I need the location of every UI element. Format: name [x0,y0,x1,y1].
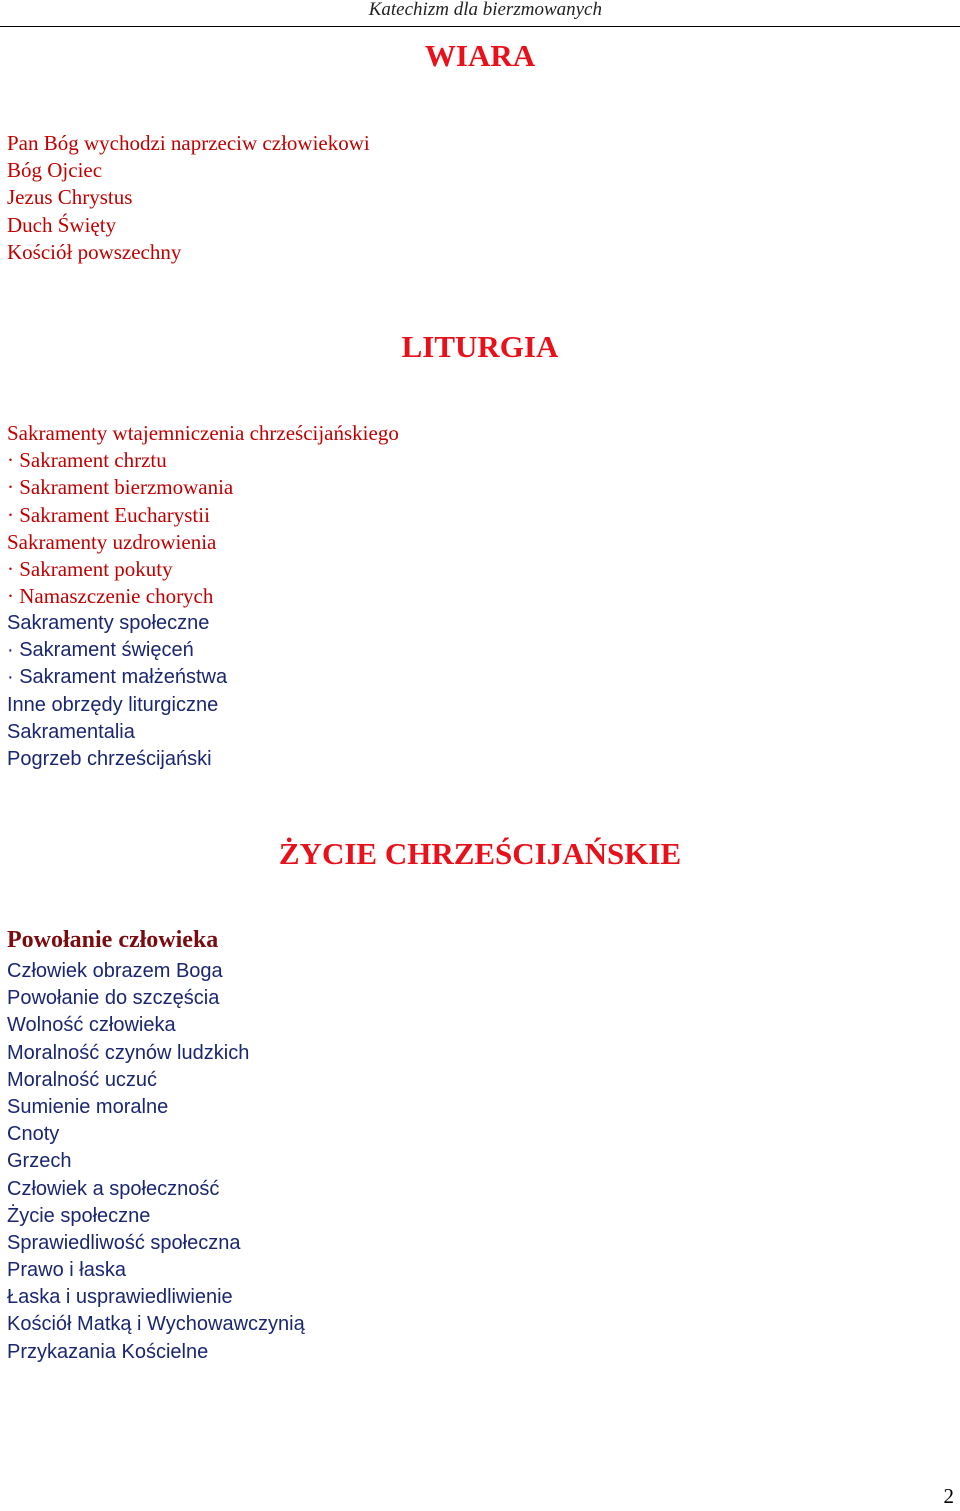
list-item: Pan Bóg wychodzi naprzeciw człowiekowi [7,131,370,155]
list-item: Sakramenty uzdrowienia [7,529,217,554]
list-item: Moralność czynów ludzkich [7,1041,250,1064]
list-item: · Sakrament święceń [7,639,194,662]
list-item: Pogrzeb chrześcijański [7,747,212,770]
list-item: Sakramenty społeczne [7,612,210,634]
list-item: · Sakrament Eucharystii [7,502,210,527]
running-header [0,0,960,27]
list-item: Kościół Matką i Wychowawczynią [7,1313,305,1336]
list-item: Prawo i łaska [7,1259,126,1282]
list-item: · Sakrament bierzmowania [7,475,234,500]
section-title-wiara: WIARA [424,38,536,73]
list-item: Przykazania Kościelne [7,1340,209,1363]
liturgia-list-continued [7,610,227,773]
liturgia-list [7,420,399,610]
list-item: Jezus Chrystus [7,185,133,210]
list-item: Sumienie moralne [7,1095,169,1118]
list-item: · Sakrament małżeństwa [7,666,228,689]
zycie-list [7,958,305,1366]
section-title-zycie: ŻYCIE CHRZEŚCIJAŃSKIE [278,836,682,871]
subheading-powolanie: Powołanie człowieka [7,927,219,953]
list-item: Sprawiedliwość społeczna [7,1231,241,1254]
list-item: Kościół powszechny [7,239,182,264]
list-item: Cnoty [7,1123,60,1146]
list-item: · Namaszczenie chorych [7,584,214,609]
list-item: Duch Święty [7,212,117,237]
list-item: Sakramenty wtajemniczenia chrześcijańskiego [7,421,399,445]
list-item: · Sakrament pokuty [7,556,173,581]
list-item: Człowiek a społeczność [7,1177,220,1200]
page-number: 2 [943,1484,954,1508]
list-item: Moralność uczuć [7,1068,158,1091]
list-item: Człowiek obrazem Boga [7,960,223,982]
list-item: · Sakrament chrztu [7,448,167,473]
list-item: Powołanie do szczęścia [7,987,220,1010]
section-title-liturgia: LITURGIA [401,329,559,364]
wiara-list [7,130,370,266]
list-item: Bóg Ojciec [7,158,103,183]
list-item: Grzech [7,1150,72,1173]
list-item: Łaska i usprawiedliwienie [7,1286,233,1309]
running-title: Katechizm dla bierzmowanych [368,0,602,20]
list-item: Sakramentalia [7,720,135,743]
list-item: Życie społeczne [7,1204,151,1227]
list-item: Wolność człowieka [7,1014,176,1037]
list-item: Inne obrzędy liturgiczne [7,693,219,716]
